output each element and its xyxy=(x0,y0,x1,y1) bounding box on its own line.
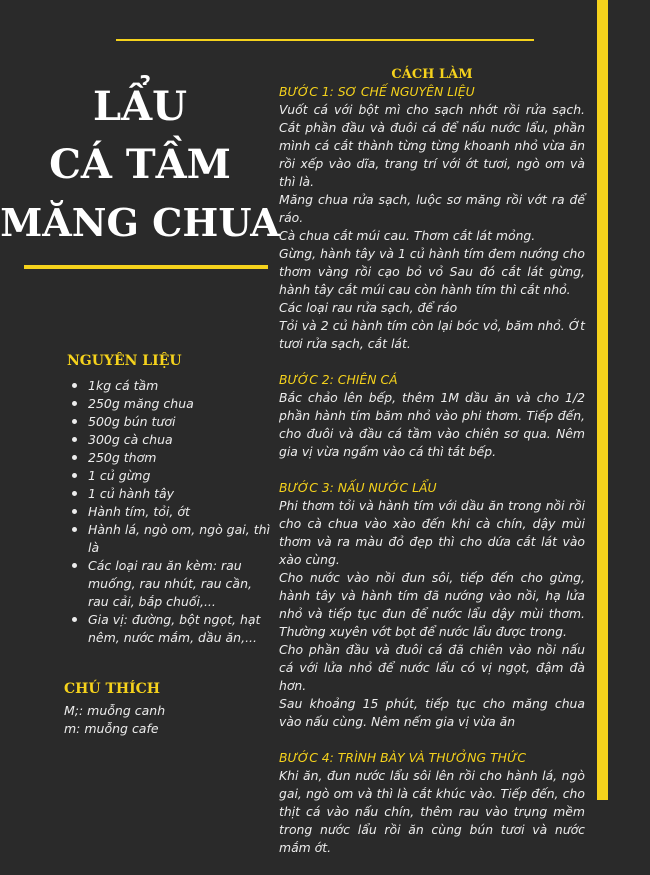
step-paragraph: Cho phần đầu và đuôi cá đã chiên vào nồi nấu cá với lửa nhỏ để nước lẩu có vị ngọt, đậm đà hơn. xyxy=(279,642,585,693)
step-paragraph: Sau khoảng 15 phút, tiếp tục cho măng chua vào nấu cùng. Nêm nếm gia vị vừa ăn xyxy=(279,696,585,729)
ingredient-item: Hành tím, tỏi, ớt xyxy=(70,503,270,521)
ingredient-item: 1 củ hành tây xyxy=(70,485,270,503)
title-line-3: MĂNG CHUA xyxy=(0,200,280,245)
step-paragraph: Khi ăn, đun nước lẩu sôi lên rồi cho hành lá, ngò gai, ngò om và thì là cắt khúc vào. Tiếp đến, cho thịt cá vào nấu chín, thêm rau vào trụng mềm trong nước lẩu rồi ăn cùng bún tươi và nước mắm ớt. xyxy=(279,768,585,855)
notes-heading: CHÚ THÍCH xyxy=(64,681,161,697)
title-underline xyxy=(24,265,268,269)
title-line-1: LẨU xyxy=(92,83,188,130)
step-paragraph: Măng chua rửa sạch, luộc sơ măng rồi vớt ra để ráo. xyxy=(279,192,585,225)
notes-body xyxy=(64,702,264,738)
step-title: BƯỚC 3: NẤU NƯỚC LẨU xyxy=(279,480,437,495)
step-title: BƯỚC 1: SƠ CHẾ NGUYÊN LIỆU xyxy=(279,84,475,99)
ingredient-item: Gia vị: đường, bột ngọt, hạt nêm, nước mắm, dầu ăn,... xyxy=(70,611,270,647)
step-paragraph: Bắc chảo lên bếp, thêm 1M dầu ăn và cho 1/2 phần hành tím băm nhỏ vào phi thơm. Tiếp đến, cho đuôi và đầu cá tầm vào chiên sơ qua. Nêm gia vị vừa ngấm vào cá thì tắt bếp. xyxy=(279,390,585,459)
step-paragraph: Cà chua cắt múi cau. Thơm cắt lát mỏng. xyxy=(279,228,536,243)
note-line: M;: muỗng canh xyxy=(64,703,166,718)
step-4 xyxy=(279,749,585,857)
ingredient-item: 1 củ gừng xyxy=(70,467,270,485)
step-paragraph: Các loại rau rửa sạch, để ráo xyxy=(279,300,458,315)
ingredient-item: 500g bún tươi xyxy=(70,413,270,431)
note-line: m: muỗng cafe xyxy=(64,721,159,736)
ingredient-item: 250g thơm xyxy=(70,449,270,467)
ingredient-item: 250g măng chua xyxy=(70,395,270,413)
ingredient-item: Các loại rau ăn kèm: rau muống, rau nhút, rau cần, rau cải, bắp chuối,... xyxy=(70,557,270,611)
recipe-title xyxy=(0,78,280,252)
ingredient-item: 300g cà chua xyxy=(70,431,270,449)
step-1 xyxy=(279,83,585,353)
method-column xyxy=(279,67,585,875)
step-2 xyxy=(279,371,585,461)
step-paragraph: Vuốt cá với bột mì cho sạch nhớt rồi rửa sạch. Cắt phần đầu và đuôi cá để nấu nước lẩu, phần mình cá cắt thành từng từng khoanh nhỏ vừa ăn rồi xếp vào dĩa, trang trí với ớt tươi, ngò om và thì là. xyxy=(279,102,585,189)
title-line-2: CÁ TẦM xyxy=(49,141,231,188)
step-paragraph: Tỏi và 2 củ hành tím còn lại bóc vỏ, băm nhỏ. Ớt tươi rửa sạch, cắt lát. xyxy=(279,318,585,351)
ingredient-item: 1kg cá tầm xyxy=(70,377,270,395)
step-3 xyxy=(279,479,585,731)
method-heading: CÁCH LÀM xyxy=(391,67,473,82)
step-title: BƯỚC 4: TRÌNH BÀY VÀ THƯỞNG THỨC xyxy=(279,750,527,765)
ingredients-heading: NGUYÊN LIỆU xyxy=(67,353,182,369)
step-paragraph: Cho nước vào nồi đun sôi, tiếp đến cho gừng, hành tây và hành tím đã nướng vào nồi, hạ lửa nhỏ và tiếp tục đun để nước lẩu dậy mùi thơm. Thường xuyên vớt bọt để nước lẩu được trong. xyxy=(279,570,585,639)
step-paragraph: Gừng, hành tây và 1 củ hành tím đem nướng cho thơm vàng rồi cạo bỏ vỏ Sau đó cắt lát gừng, hành tây cắt múi cau còn hành tím thì cắt nhỏ. xyxy=(279,246,585,297)
top-divider xyxy=(116,39,534,41)
ingredient-item: Hành lá, ngò om, ngò gai, thì là xyxy=(70,521,270,557)
step-title: BƯỚC 2: CHIÊN CÁ xyxy=(279,372,398,387)
right-accent-bar xyxy=(597,0,608,800)
step-paragraph: Phi thơm tỏi và hành tím với dầu ăn trong nồi rồi cho cà chua vào xào đến khi cà chín, dậy mùi thơm và ra màu đỏ đẹp thì cho dứa cắt lát vào xào cùng. xyxy=(279,498,585,567)
ingredients-list xyxy=(70,377,270,647)
